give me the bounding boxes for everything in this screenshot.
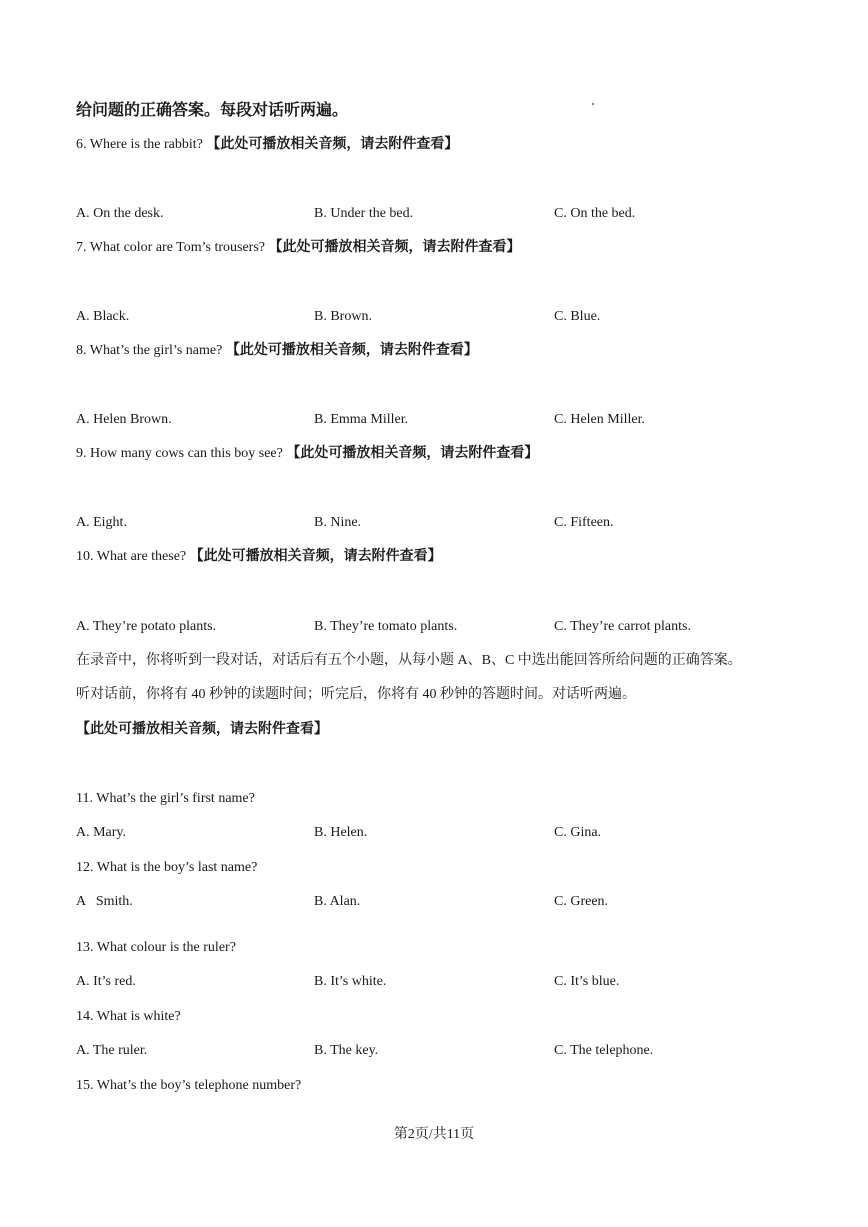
question-7-text: 7. What color are Tom’s trousers?: [76, 240, 266, 255]
question-8-text: 8. What’s the girl’s name?: [76, 343, 223, 358]
q9-option-c: C. Fifteen.: [554, 515, 614, 530]
scan-speck: [592, 103, 594, 105]
q11-option-c: C. Gina.: [554, 825, 602, 840]
q14-option-a: A. The ruler.: [76, 1043, 148, 1058]
q12-option-a: A Smith.: [76, 894, 133, 909]
question-10-text: 10. What are these?: [76, 549, 187, 564]
page-footer: 第2页/共11页: [393, 1127, 475, 1142]
q6-option-c: C. On the bed.: [554, 206, 636, 221]
question-9: [76, 445, 538, 463]
question-6-text: 6. Where is the rabbit?: [76, 137, 203, 152]
q14-option-c: C. The telephone.: [554, 1043, 654, 1058]
q7-option-c: C. Blue.: [554, 309, 601, 324]
question-10: [76, 548, 442, 566]
q9-option-a: A. Eight.: [76, 515, 127, 530]
q12-option-c: C. Green.: [554, 894, 609, 909]
audio-note: 【此处可播放相关音频，请去附件查看】: [268, 240, 521, 255]
q8-option-a: A. Helen Brown.: [76, 412, 172, 427]
audio-note: 【此处可播放相关音频，请去附件查看】: [206, 137, 459, 152]
question-11: 11. What’s the girl’s first name?: [76, 791, 255, 806]
q13-option-b: B. It’s white.: [314, 974, 387, 989]
question-6: [76, 136, 458, 154]
audio-note: 【此处可播放相关音频，请去附件查看】: [76, 722, 328, 737]
section-instruction-2: 听对话前，你将有 40 秒钟的读题时间；听完后，你将有 40 秒钟的答题时间。对话听两遍。: [76, 687, 636, 702]
question-13: 13. What colour is the ruler?: [76, 940, 236, 955]
q10-option-c: C. They’re carrot plants.: [554, 619, 691, 634]
q11-option-b: B. Helen.: [314, 825, 368, 840]
question-7: [76, 239, 521, 257]
q10-option-b: B. They’re tomato plants.: [314, 619, 458, 634]
question-12: 12. What is the boy’s last name?: [76, 860, 258, 875]
q8-option-b: B. Emma Miller.: [314, 412, 409, 427]
q14-option-b: B. The key.: [314, 1043, 379, 1058]
q13-option-a: A. It’s red.: [76, 974, 136, 989]
section-intro: 给问题的正确答案。每段对话听两遍。: [76, 102, 349, 119]
question-15: 15. What’s the boy’s telephone number?: [76, 1078, 302, 1093]
question-9-text: 9. How many cows can this boy see?: [76, 446, 283, 461]
q10-option-a: A. They’re potato plants.: [76, 619, 217, 634]
q6-option-b: B. Under the bed.: [314, 206, 414, 221]
q7-option-a: A. Black.: [76, 309, 130, 324]
q12-option-b: B. Alan.: [314, 894, 361, 909]
q8-option-c: C. Helen Miller.: [554, 412, 645, 427]
q9-option-b: B. Nine.: [314, 515, 362, 530]
q6-option-a: A. On the desk.: [76, 206, 164, 221]
q13-option-c: C. It’s blue.: [554, 974, 620, 989]
audio-note: 【此处可播放相关音频，请去附件查看】: [225, 343, 478, 358]
audio-note: 【此处可播放相关音频，请去附件查看】: [286, 446, 539, 461]
question-14: 14. What is white?: [76, 1009, 181, 1024]
section-instruction-1: 在录音中，你将听到一段对话，对话后有五个小题，从每小题 A、B、C 中选出能回答所给问题的正确答案。: [76, 653, 742, 668]
audio-note: 【此处可播放相关音频，请去附件查看】: [189, 549, 442, 564]
q7-option-b: B. Brown.: [314, 309, 372, 324]
question-8: [76, 342, 478, 360]
q11-option-a: A. Mary.: [76, 825, 127, 840]
